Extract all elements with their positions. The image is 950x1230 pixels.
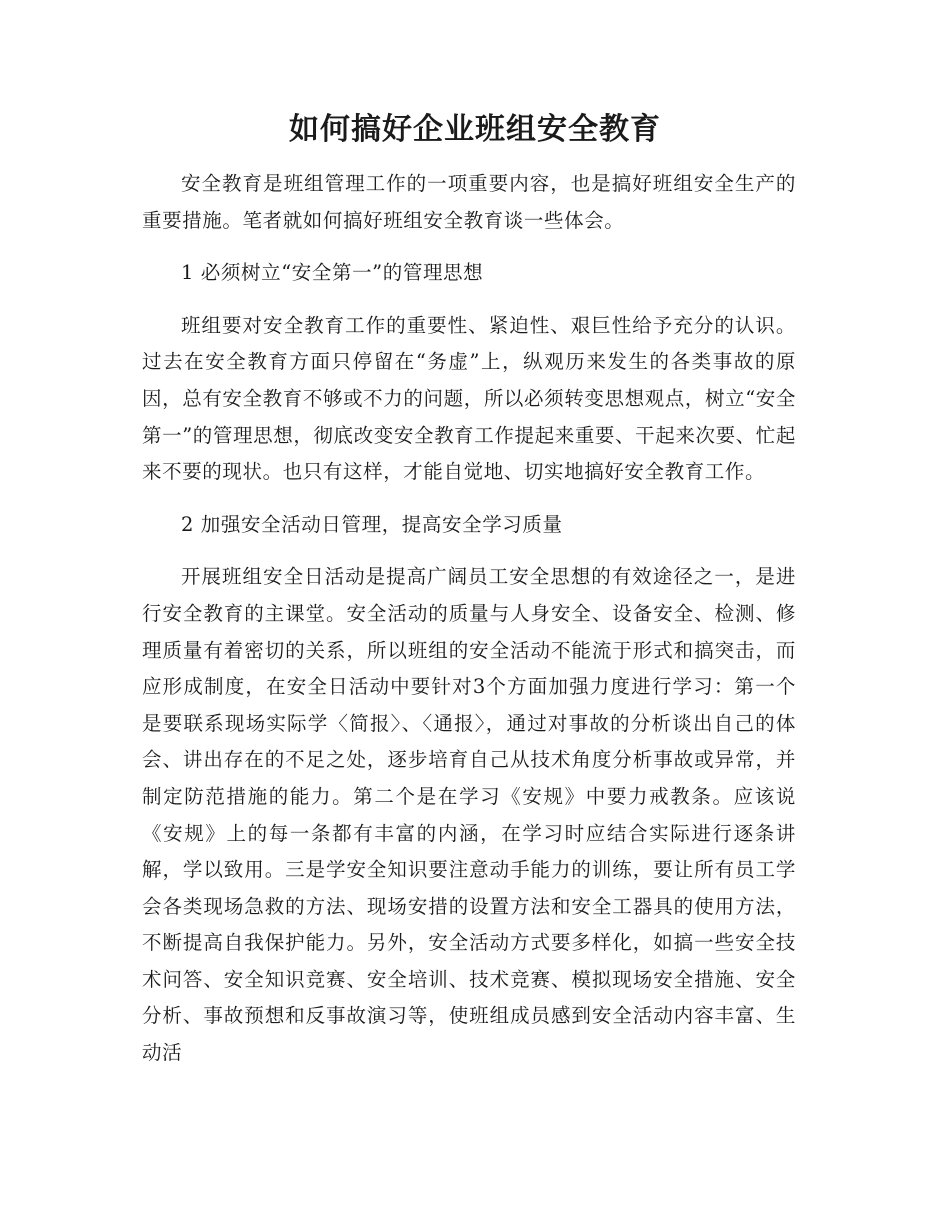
section-1-paragraph: 班组要对安全教育工作的重要性、紧迫性、艰巨性给予充分的认识。过去在安全教育方面只停留在“务虚”上，纵观历来发生的各类事故的原因，总有安全教育不够或不力的问题，所以必须转变思想观点，树立“安全第一”的管理思想，彻底改变安全教育工作提起来重要、干起来次要、忙起来不要的现状。也只有这样，才能自觉地、切实地搞好安全教育工作。 (142, 313, 796, 484)
section-2-paragraph: 开展班组安全日活动是提高广阔员工安全思想的有效途径之一，是进行安全教育的主课堂。安全活动的质量与人身安全、设备安全、检测、修理质量有着密切的关系，所以班组的安全活动不能流于形式和搞突击，而应形成制度，在安全日活动中要针对3个方面加强力度进行学习：第一个是要联系现场实际学〈简报〉、〈通报〉，通过对事故的分析谈出自己的体会、讲出存在的不足之处，逐步培育自己从技术角度分析事故或异常，并制定防范措施的能力。第二个是在学习《安规》中要力戒教条。应该说《安规》上的每一条都有丰富的内涵，在学习时应结合实际进行逐条讲解，学以致用。三是学安全知识要注意动手能力的训练，要让所有员工学会各类现场急救的方法、现场安措的设置方法和安全工器具的使用方法，不断提高自我保护能力。另外，安全活动方式要多样化，如搞一些安全技术问答、安全知识竞赛、安全培训、技术竞赛、模拟现场安全措施、安全分析、事故预想和反事故演习等，使班组成员感到安全活动内容丰富、生动活 (142, 565, 796, 1065)
intro-paragraph: 安全教育是班组管理工作的一项重要内容，也是搞好班组安全生产的重要措施。笔者就如何搞好班组安全教育谈一些体会。 (142, 172, 796, 232)
document-body (142, 166, 796, 1088)
document-title: 如何搞好企业班组安全教育 (289, 112, 661, 147)
section-1-heading: 1 必须树立“安全第一”的管理思想 (181, 261, 484, 285)
section-2-heading: 2 加强安全活动日管理，提高安全学习质量 (181, 512, 563, 536)
